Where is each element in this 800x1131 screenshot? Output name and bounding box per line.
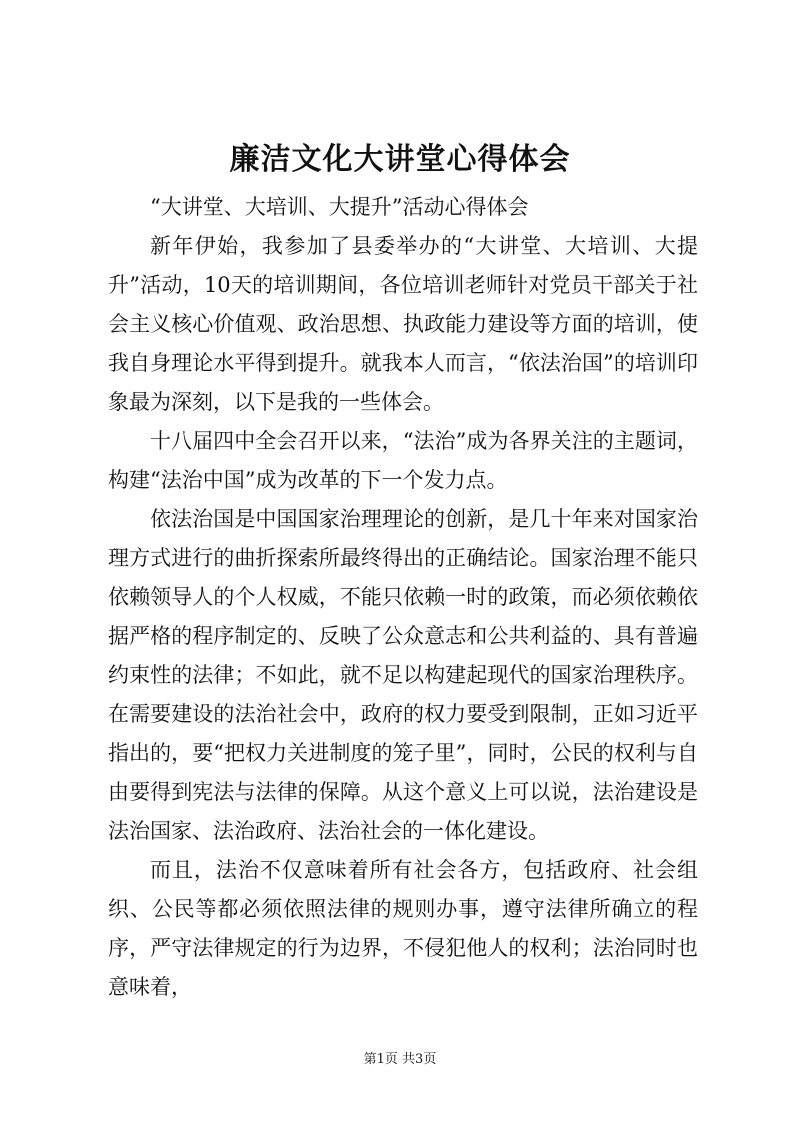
subtitle-paragraph: “大讲堂、大培训、大提升”活动心得体会 xyxy=(150,195,529,219)
body-paragraph: 十八届四中全会召开以来，“法治”成为各界关注的主题词，构建“法治中国”成为改革的下一个发力点。 xyxy=(108,429,698,492)
page-footer: 第1页 共3页 xyxy=(363,1052,437,1067)
page-title: 廉洁文化大讲堂心得体会 xyxy=(229,142,571,177)
document-body xyxy=(108,188,698,1007)
body-paragraph: 依法治国是中国国家治理理论的创新，是几十年来对国家治理方式进行的曲折探索所最终得出的正确结论。国家治理不能只依赖领导人的个人权威，不能只依赖一时的政策，而必须依赖依据严格的程序制定的、反映了公众意志和公共利益的、具有普遍约束性的法律；不如此，就不足以构建起现代的国家治理秩序。在需要建设的法治社会中，政府的权力要受到限制，正如习近平指出的，要“把权力关进制度的笼子里”，同时，公民的权利与自由要得到宪法与法律的保障。从这个意义上可以说，法治建设是法治国家、法治政府、法治社会的一体化建设。 xyxy=(108,507,698,843)
body-paragraph: 而且，法治不仅意味着所有社会各方，包括政府、社会组织、公民等都必须依照法律的规则办事，遵守法律所确立的程序，严守法律规定的行为边界，不侵犯他人的权利；法治同时也意味着， xyxy=(108,858,698,999)
body-paragraph: 新年伊始，我参加了县委举办的“大讲堂、大培训、大提升”活动，10天的培训期间，各位培训老师针对党员干部关于社会主义核心价值观、政治思想、执政能力建设等方面的培训，使我自身理论水平得到提升。就我本人而言，“依法治国”的培训印象最为深刻，以下是我的一些体会。 xyxy=(108,234,698,414)
